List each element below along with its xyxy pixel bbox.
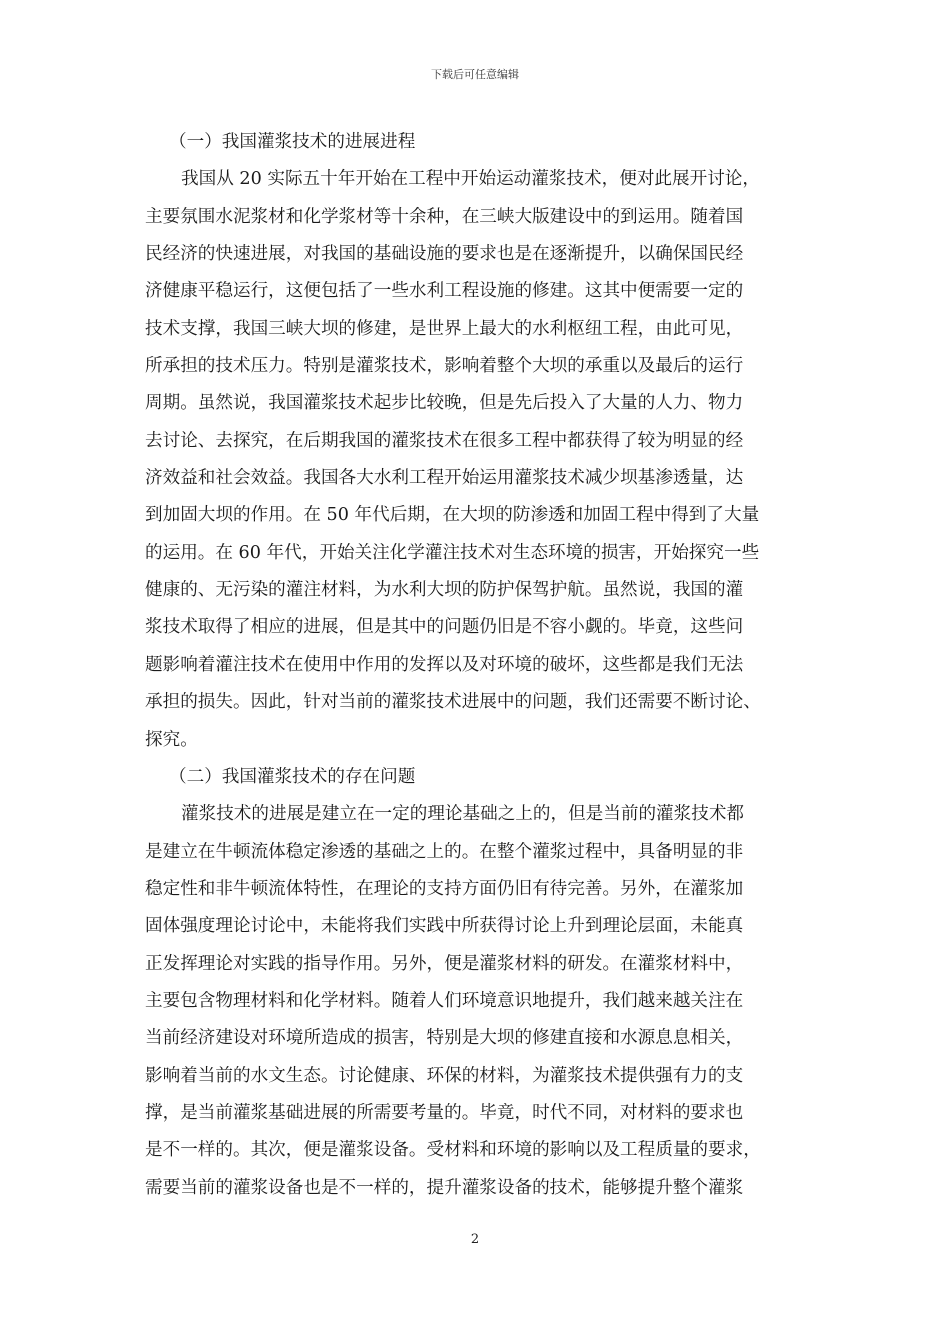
paragraph-line: 需要当前的灌浆设备也是不一样的，提升灌浆设备的技术，能够提升整个灌浆 bbox=[145, 1177, 744, 1198]
paragraph-line: 灌浆技术的进展是建立在一定的理论基础之上的，但是当前的灌浆技术都 bbox=[181, 804, 745, 825]
paragraph-line: 稳定性和非牛顿流体特性，在理论的支持方面仍旧有待完善。另外，在灌浆加 bbox=[145, 878, 744, 899]
paragraph-line: 浆技术取得了相应的进展，但是其中的问题仍旧是不容小觑的。毕竟，这些问 bbox=[145, 617, 744, 638]
paragraph-line: 周期。虽然说，我国灌浆技术起步比较晚，但是先后投入了大量的人力、物力 bbox=[145, 393, 744, 414]
paragraph-line: 健康的、无污染的灌注材料，为水利大坝的防护保驾护航。虽然说，我国的灌 bbox=[145, 580, 744, 601]
paragraph-line: 正发挥理论对实践的指导作用。另外，便是灌浆材料的研发。在灌浆材料中， bbox=[145, 953, 744, 974]
header-note: 下载后可任意编辑 bbox=[431, 68, 519, 81]
paragraph-line: 济健康平稳运行，这便包括了一些水利工程设施的修建。这其中便需要一定的 bbox=[145, 281, 744, 302]
paragraph-line: 民经济的快速进展，对我国的基础设施的要求也是在逐渐提升，以确保国民经 bbox=[145, 244, 744, 265]
paragraph-line: 所承担的技术压力。特别是灌浆技术，影响着整个大坝的承重以及最后的运行 bbox=[145, 356, 744, 377]
paragraph-line: 影响着当前的水文生态。讨论健康、环保的材料，为灌浆技术提供强有力的支 bbox=[145, 1065, 744, 1086]
paragraph-line: 技术支撑，我国三峡大坝的修建，是世界上最大的水利枢纽工程，由此可见， bbox=[145, 318, 744, 339]
paragraph-line: 去讨论、去探究，在后期我国的灌浆技术在很多工程中都获得了较为明显的经 bbox=[145, 430, 744, 451]
paragraph-line: 我国从 20 实际五十年开始在工程中开始运动灌浆技术，便对此展开讨论， bbox=[181, 169, 760, 190]
paragraph-line: 是建立在牛顿流体稳定渗透的基础之上的。在整个灌浆过程中，具备明显的非 bbox=[145, 841, 744, 862]
paragraph-line: 主要氛围水泥浆材和化学浆材等十余种，在三峡大版建设中的到运用。随着国 bbox=[145, 206, 744, 227]
section-heading-2: （二）我国灌浆技术的存在问题 bbox=[169, 766, 416, 787]
paragraph-line: 当前经济建设对环境所造成的损害，特别是大坝的修建直接和水源息息相关， bbox=[145, 1028, 744, 1049]
section-heading-1: （一）我国灌浆技术的进展进程 bbox=[169, 132, 416, 152]
paragraph-line: 承担的损失。因此，针对当前的灌浆技术进展中的问题，我们还需要不断讨论、 bbox=[145, 692, 761, 713]
paragraph-line: 到加固大坝的作用。在 50 年代后期，在大坝的防渗透和加固工程中得到了大量 bbox=[145, 505, 760, 526]
page-number: 2 bbox=[470, 1232, 480, 1247]
paragraph-line: 题影响着灌注技术在使用中作用的发挥以及对环境的破坏，这些都是我们无法 bbox=[145, 654, 744, 675]
paragraph-line: 探究。 bbox=[145, 729, 198, 750]
paragraph-line: 撑，是当前灌浆基础进展的所需要考量的。毕竟，时代不同，对材料的要求也 bbox=[145, 1102, 744, 1123]
paragraph-line: 主要包含物理材料和化学材料。随着人们环境意识地提升，我们越来越关注在 bbox=[145, 990, 744, 1011]
paragraph-line: 的运用。在 60 年代，开始关注化学灌注技术对生态环境的损害，开始探究一些 bbox=[145, 542, 760, 563]
paragraph-line: 济效益和社会效益。我国各大水利工程开始运用灌浆技术减少坝基渗透量，达 bbox=[145, 468, 744, 489]
paragraph-line: 是不一样的。其次，便是灌浆设备。受材料和环境的影响以及工程质量的要求， bbox=[145, 1140, 761, 1161]
document-body bbox=[145, 124, 825, 1207]
paragraph-line: 固体强度理论讨论中，未能将我们实践中所获得讨论上升到理论层面，未能真 bbox=[145, 916, 744, 937]
